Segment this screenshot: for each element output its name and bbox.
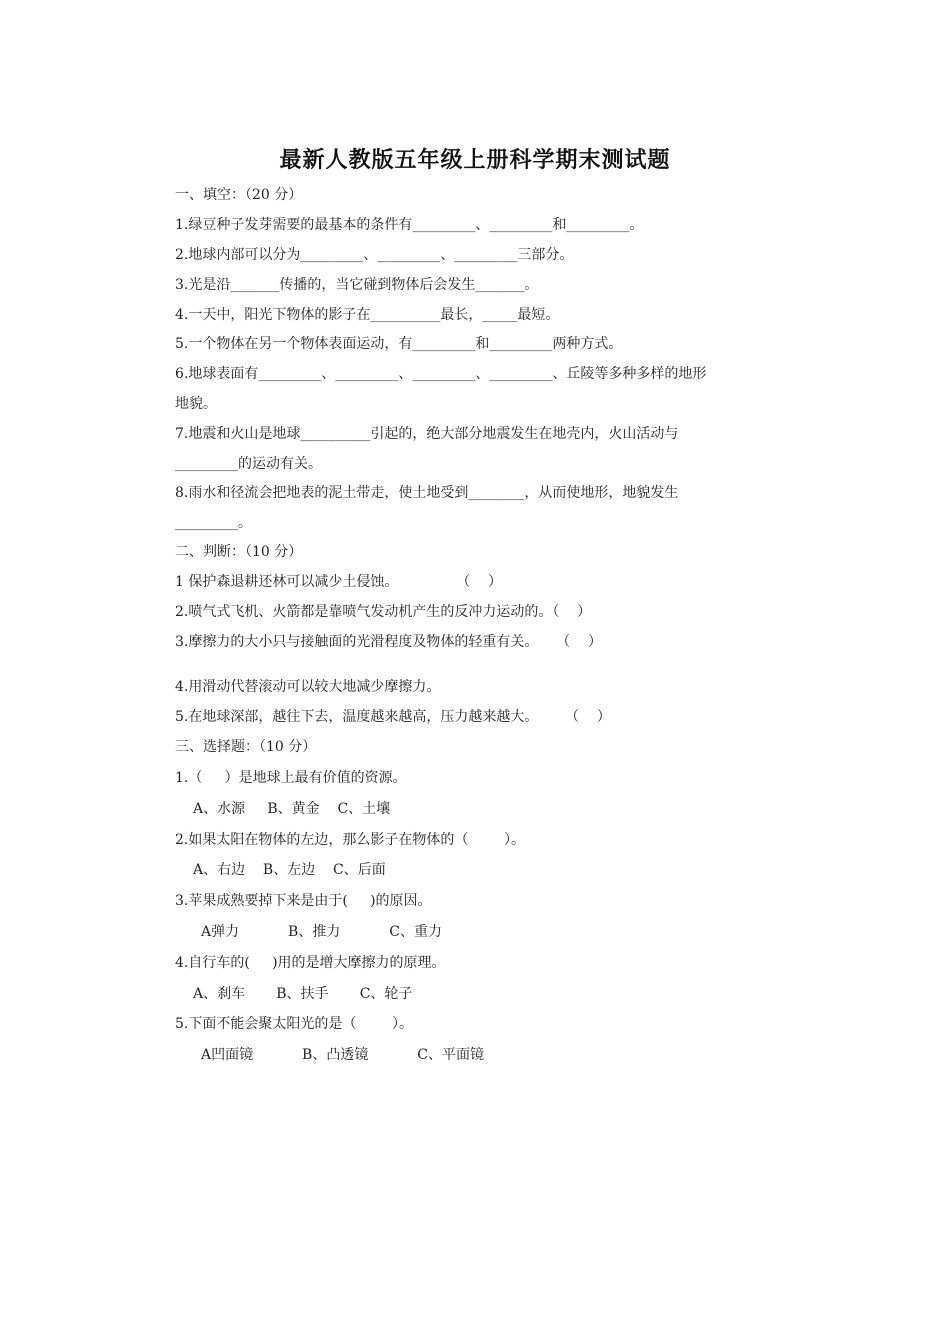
question-fill-7-cont: _________的运动有关。 [175,456,322,472]
section-heading-fill: 一、填空：（20 分） [175,187,303,203]
question-choice-3: 3.苹果成熟要掉下来是由于( )的原因。 [175,893,432,909]
exam-title: 最新人教版五年级上册科学期末测试题 [279,147,671,173]
question-choice-4-options: A、刹车 B、扶手 C、轮子 [193,986,413,1002]
question-fill-8: 8.雨水和径流会把地表的泥土带走，使土地受到________，从而使地形，地貌发生 [175,485,679,501]
question-judge-1: 1 保护森退耕还林可以减少土侵蚀。 （ ） [175,574,503,590]
question-fill-6-cont: 地貌。 [175,396,217,412]
question-fill-2: 2.地球内部可以分为_________、_________、_________三部分。 [175,247,574,263]
question-fill-4: 4.一天中，阳光下物体的影子在__________最长，_____最短。 [175,307,560,323]
question-choice-5-options: A凹面镜 B、凸透镜 C、平面镜 [201,1047,485,1063]
question-judge-2: 2.喷气式飞机、火箭都是靠喷气发动机产生的反冲力运动的。（ ） [175,604,592,620]
question-judge-3: 3.摩擦力的大小只与接触面的光滑程度及物体的轻重有关。 （ ） [175,634,602,650]
question-fill-7: 7.地震和火山是地球__________引起的，绝大部分地震发生在地壳内，火山活动与 [175,426,679,442]
question-choice-1: 1.（ ）是地球上最有价值的资源。 [175,770,407,786]
question-fill-3: 3.光是沿_______传播的，当它碰到物体后会发生_______。 [175,277,539,293]
question-fill-5: 5.一个物体在另一个物体表面运动，有_________和_________两种方式。 [175,336,623,352]
section-heading-judge: 二、判断：（10 分） [175,544,303,560]
question-fill-8-cont: _________。 [175,515,252,531]
section-heading-choice: 三、选择题：（10 分） [175,739,317,755]
question-fill-6: 6.地球表面有_________、_________、_________、_________、丘陵等多种多样的地形 [175,366,707,382]
question-choice-2: 2.如果太阳在物体的左边，那么影子在物体的（ ）。 [175,832,525,848]
question-choice-3-options: A弹力 B、推力 C、重力 [201,924,443,940]
question-choice-2-options: A、右边 B、左边 C、后面 [193,862,386,878]
question-choice-5: 5.下面不能会聚太阳光的是（ ）。 [175,1016,413,1032]
question-judge-5: 5.在地球深部，越往下去，温度越来越高，压力越来越大。 （ ） [175,709,611,725]
question-choice-4: 4.自行车的( )用的是增大摩擦力的原理。 [175,955,446,971]
question-fill-1: 1.绿豆种子发芽需要的最基本的条件有_________、_________和_________。 [175,217,644,233]
question-choice-1-options: A、水源 B、黄金 C、土壤 [193,801,391,817]
question-judge-4: 4.用滑动代替滚动可以较大地减少摩擦力。 [175,679,441,695]
